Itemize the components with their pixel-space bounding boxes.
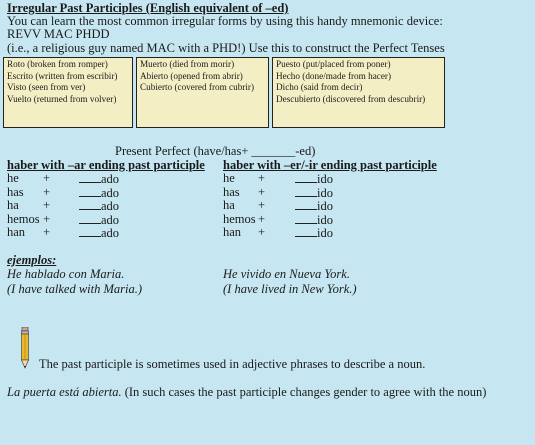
pronoun: ha [223, 198, 235, 212]
pronoun: hemos [223, 211, 256, 226]
conjugation-row [223, 226, 363, 240]
ending: ado [101, 199, 120, 213]
pronoun: han [223, 225, 242, 239]
plus-sign: + [258, 225, 266, 239]
pronoun: hemos [7, 211, 40, 226]
ending: ado [101, 226, 120, 240]
plus-sign: + [258, 171, 266, 185]
present-perfect-heading: Present Perfect (have/has+ _______-ed) [115, 144, 316, 158]
final-example [7, 385, 486, 400]
intro-line-3: (i.e., a religious guy named MAC with a PHD!) Use this to construct the Perfect Tenses [7, 41, 445, 55]
examples-label: ejemplos: [7, 253, 57, 267]
example-ir-spanish: He vivido en Nueva York. [223, 267, 350, 281]
blank-ending [79, 172, 119, 187]
participle-box-3 [272, 57, 445, 128]
conjugation-row [7, 226, 147, 240]
pronoun: ha [7, 198, 19, 212]
participle-item: Puesto (put/placed from poner) [276, 59, 391, 69]
participle-item: Hecho (done/made from hacer) [276, 70, 392, 81]
plus-sign: + [43, 184, 51, 199]
plus-sign: + [258, 211, 266, 226]
plus-sign: + [43, 171, 51, 185]
intro-line-1: You can learn the most common irregular forms by using this handy mnemonic device: [7, 14, 443, 28]
blank-ending [79, 186, 119, 201]
conjugation-row [7, 186, 147, 200]
participle-item: Dicho (said from decir) [276, 82, 363, 92]
intro-mnemonic: REVV MAC PHDD [7, 27, 110, 41]
blank-ending [295, 199, 333, 214]
final-example-note: (In such cases the past participle changes gender to agree with the noun) [121, 385, 487, 399]
conjugation-row [223, 213, 363, 227]
ending: ido [317, 212, 333, 227]
plus-sign: + [43, 225, 51, 239]
ar-heading: haber with –ar ending past participle [7, 158, 205, 172]
example-ir-english: (I have lived in New York.) [223, 282, 357, 296]
participle-item: Vuelto (returned from volver) [7, 93, 117, 104]
ar-conjugation-table [7, 172, 147, 240]
participle-item: Abierto (opened from abrir) [140, 70, 243, 81]
conjugation-row [7, 199, 147, 213]
participle-item: Visto (seen from ver) [7, 82, 86, 92]
ending: ido [317, 199, 333, 213]
pronoun: han [7, 225, 26, 239]
conjugation-row [223, 186, 363, 200]
blank-ending [295, 172, 333, 187]
participle-box-2 [136, 57, 269, 128]
example-ar-english: (I have talked with Maria.) [7, 282, 143, 296]
blank-ending [295, 186, 333, 201]
ending: ido [317, 172, 333, 186]
pencil-icon [18, 327, 32, 369]
blank-ending [79, 199, 119, 214]
plus-sign: + [258, 184, 266, 199]
participle-item: Muerto (died from morir) [140, 59, 235, 69]
example-ar-spanish: He hablado con Maria. [7, 267, 125, 281]
ending: ado [101, 172, 120, 186]
plus-sign: + [258, 198, 266, 212]
conjugation-row [7, 172, 147, 186]
pronoun: has [7, 184, 24, 199]
conjugation-row [7, 213, 147, 227]
participle-item: Descubierto (discovered from descubrir) [276, 93, 426, 104]
ir-heading: haber with –er/-ir ending past participle [223, 158, 437, 172]
participle-item: Escrito (written from escribir) [7, 70, 118, 81]
ending: ido [317, 226, 333, 240]
conjugation-row [223, 172, 363, 186]
blank-ending [79, 213, 119, 228]
plus-sign: + [43, 211, 51, 226]
final-example-spanish: La puerta está abierta. [7, 385, 122, 399]
page-title: Irregular Past Participles (English equivalent of –ed) [7, 1, 289, 15]
participle-box-1 [3, 57, 133, 128]
conjugation-row [223, 199, 363, 213]
blank-ending [79, 226, 119, 241]
ending: ado [101, 185, 120, 200]
blank-ending [295, 226, 333, 241]
ending: ido [317, 185, 333, 200]
ir-conjugation-table [223, 172, 363, 240]
participle-item: Cubierto (covered from cubrir) [140, 82, 255, 92]
pronoun: he [7, 171, 19, 185]
participle-item: Roto (broken from romper) [7, 59, 108, 69]
ending: ado [101, 212, 120, 227]
plus-sign: + [43, 198, 51, 212]
pronoun: he [223, 171, 235, 185]
blank-ending [295, 213, 333, 228]
pronoun: has [223, 184, 240, 199]
note-text: The past participle is sometimes used in adjective phrases to describe a noun. [39, 357, 426, 371]
